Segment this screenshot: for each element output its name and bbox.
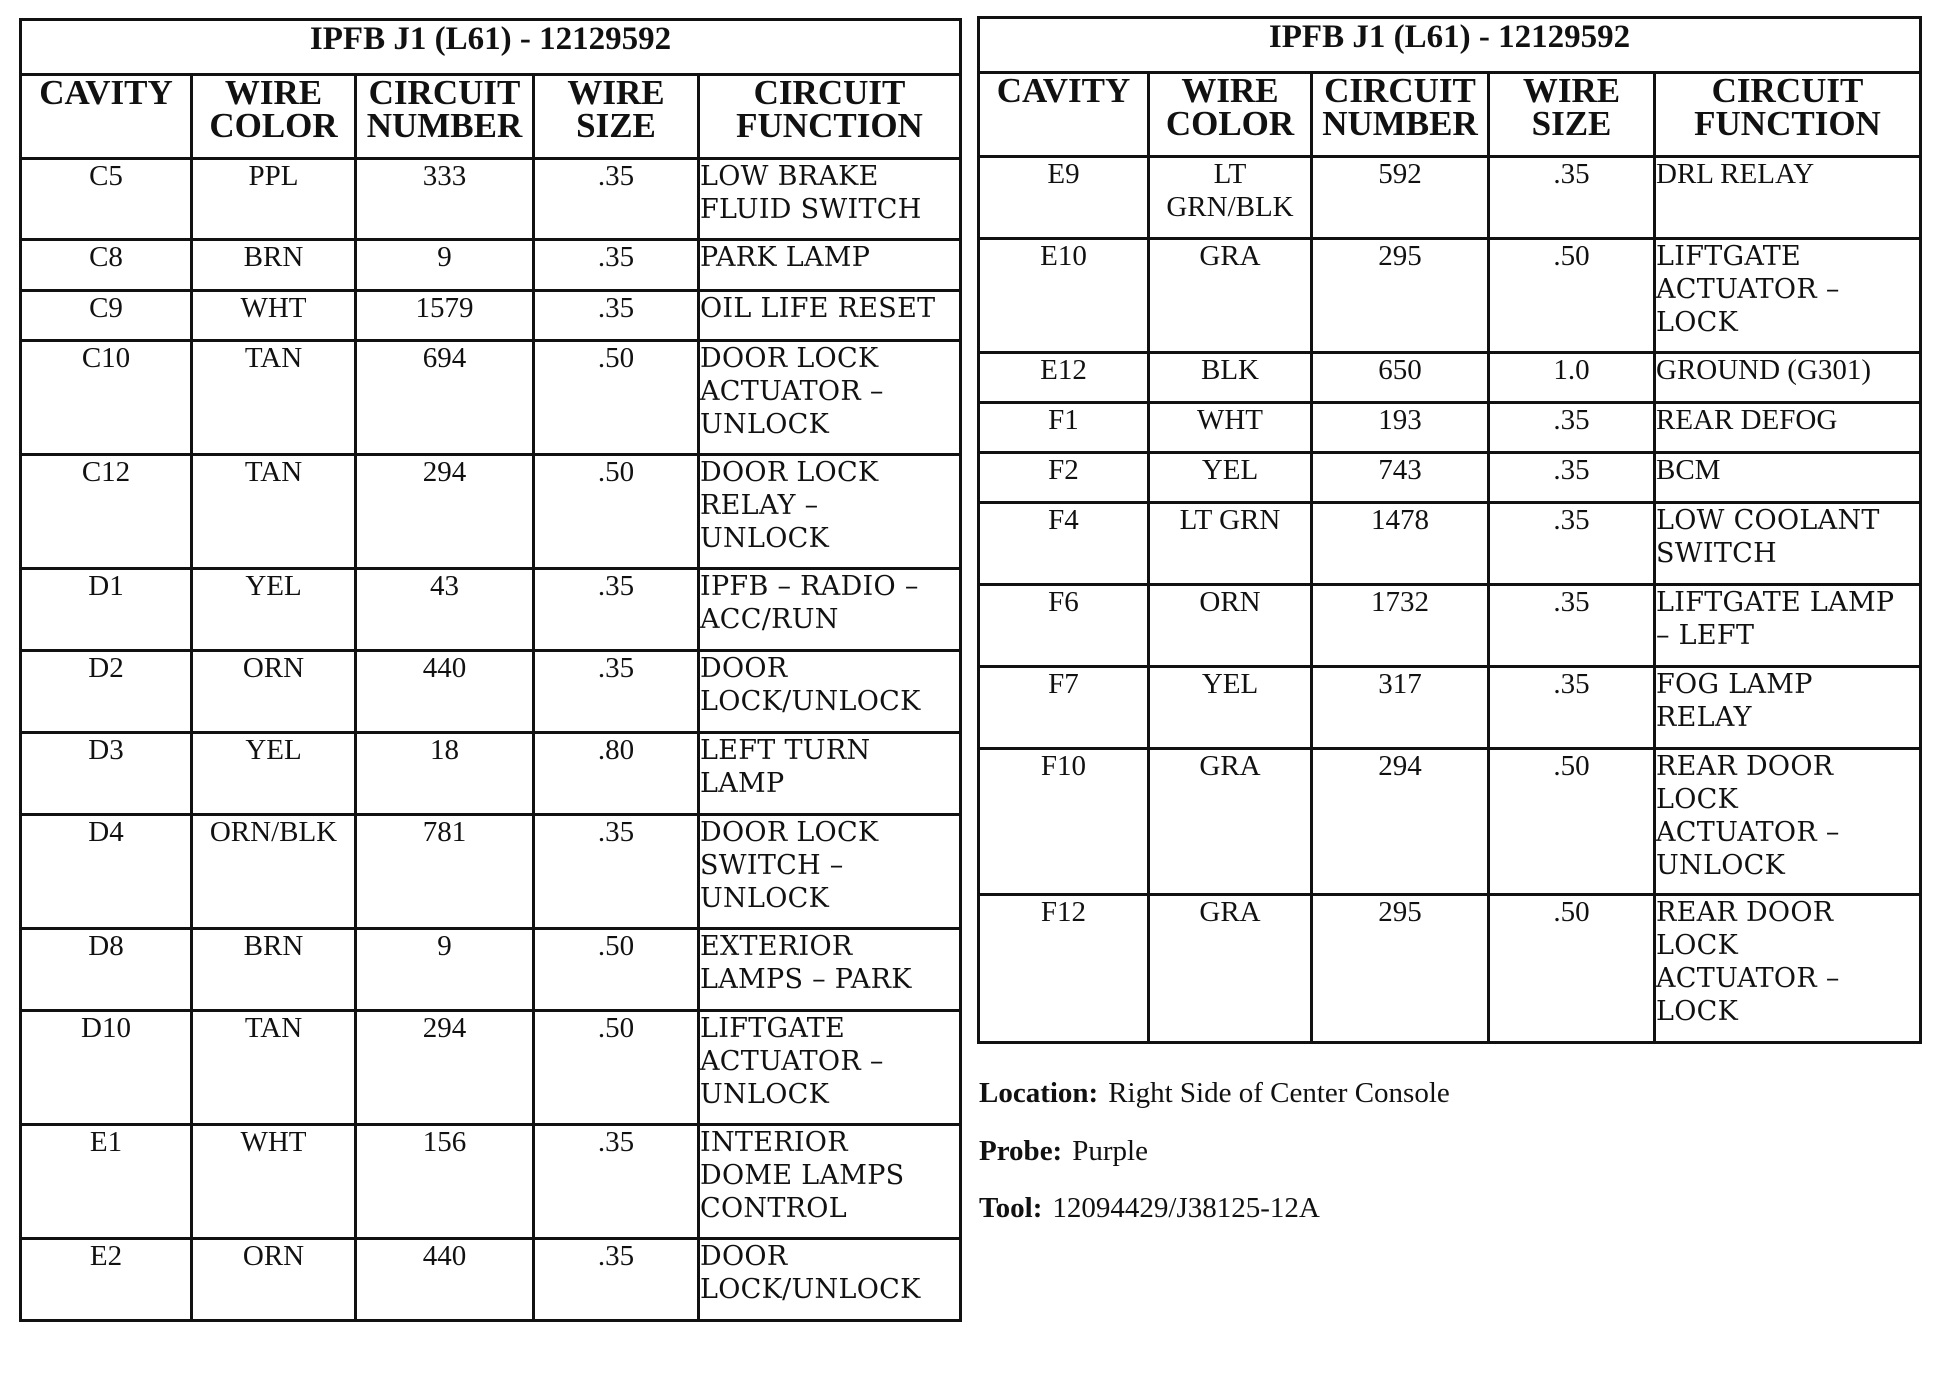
table-row xyxy=(979,239,1921,353)
cell-cavity: F1 xyxy=(979,403,1149,453)
cell-wire-size: .35 xyxy=(534,159,699,240)
cell-circuit-number: 440 xyxy=(356,651,534,733)
table-row xyxy=(979,585,1921,667)
cell-wire-color: YEL xyxy=(192,569,356,651)
table-row xyxy=(21,815,961,929)
table-row xyxy=(21,1125,961,1239)
probe-note xyxy=(979,1135,1148,1168)
cell-circuit-number: 9 xyxy=(356,929,534,1011)
cell-circuit-number: 440 xyxy=(356,1239,534,1321)
cell-circuit-function: IPFB – RADIO – ACC/RUN xyxy=(699,569,961,651)
table-row xyxy=(979,157,1921,239)
cell-cavity: E1 xyxy=(21,1125,192,1239)
location-label: Location: xyxy=(979,1077,1099,1109)
location-note xyxy=(979,1077,1450,1110)
cell-cavity: C10 xyxy=(21,341,192,455)
cell-circuit-function: FOG LAMP RELAY xyxy=(1655,667,1921,749)
cell-wire-size: 1.0 xyxy=(1489,353,1655,403)
cell-circuit-function: DRL RELAY xyxy=(1655,157,1921,239)
cell-wire-color: LT GRN/BLK xyxy=(1149,157,1312,239)
table-row xyxy=(979,353,1921,403)
tool-value: 12094429/J38125-12A xyxy=(1052,1192,1320,1224)
cell-circuit-function: PARK LAMP xyxy=(699,240,961,291)
header-wire-size: WIRE SIZE xyxy=(1489,73,1655,157)
cell-wire-color: LT GRN xyxy=(1149,503,1312,585)
cell-wire-size: .35 xyxy=(1489,403,1655,453)
cell-circuit-function: DOOR LOCK/UNLOCK xyxy=(699,1239,961,1321)
cell-wire-size: .35 xyxy=(1489,667,1655,749)
table-title: IPFB J1 (L61) - 12129592 xyxy=(979,18,1921,73)
cell-wire-color: ORN xyxy=(1149,585,1312,667)
cell-wire-size: .50 xyxy=(1489,895,1655,1043)
cell-circuit-function: LEFT TURN LAMP xyxy=(699,733,961,815)
table-row xyxy=(21,341,961,455)
table-row xyxy=(21,733,961,815)
cell-wire-color: YEL xyxy=(1149,453,1312,503)
cell-circuit-number: 694 xyxy=(356,341,534,455)
cell-cavity: C5 xyxy=(21,159,192,240)
cell-cavity: C12 xyxy=(21,455,192,569)
cell-wire-size: .80 xyxy=(534,733,699,815)
table-row xyxy=(21,291,961,341)
header-wire-size: WIRE SIZE xyxy=(534,75,699,159)
cell-wire-color: YEL xyxy=(1149,667,1312,749)
cell-cavity: D1 xyxy=(21,569,192,651)
table-row xyxy=(21,1239,961,1321)
cell-circuit-number: 1579 xyxy=(356,291,534,341)
table-body xyxy=(21,159,961,1321)
cell-circuit-number: 295 xyxy=(1312,895,1489,1043)
cell-wire-color: TAN xyxy=(192,1011,356,1125)
table-row xyxy=(979,667,1921,749)
cell-circuit-function: LOW BRAKE FLUID SWITCH xyxy=(699,159,961,240)
cell-wire-color: GRA xyxy=(1149,749,1312,895)
cell-circuit-number: 333 xyxy=(356,159,534,240)
cell-wire-color: TAN xyxy=(192,341,356,455)
cell-circuit-function: GROUND (G301) xyxy=(1655,353,1921,403)
cell-circuit-function: DOOR LOCK ACTUATOR – UNLOCK xyxy=(699,341,961,455)
cell-cavity: F10 xyxy=(979,749,1149,895)
cell-circuit-number: 781 xyxy=(356,815,534,929)
table-row xyxy=(979,403,1921,453)
probe-label: Probe: xyxy=(979,1135,1063,1167)
cell-wire-color: BRN xyxy=(192,929,356,1011)
table-row xyxy=(21,159,961,240)
header-cavity: CAVITY xyxy=(979,73,1149,157)
cell-circuit-number: 9 xyxy=(356,240,534,291)
cell-wire-size: .35 xyxy=(534,291,699,341)
cell-cavity: F7 xyxy=(979,667,1149,749)
cell-wire-size: .35 xyxy=(534,240,699,291)
cell-cavity: F4 xyxy=(979,503,1149,585)
cell-cavity: D4 xyxy=(21,815,192,929)
cell-cavity: D10 xyxy=(21,1011,192,1125)
cell-circuit-function: REAR DEFOG xyxy=(1655,403,1921,453)
connector-table-left xyxy=(19,18,962,1322)
header-wire-color: WIRE COLOR xyxy=(1149,73,1312,157)
cell-cavity: D3 xyxy=(21,733,192,815)
cell-circuit-number: 1478 xyxy=(1312,503,1489,585)
cell-circuit-function: LIFTGATE ACTUATOR – UNLOCK xyxy=(699,1011,961,1125)
cell-wire-size: .35 xyxy=(1489,157,1655,239)
cell-circuit-number: 156 xyxy=(356,1125,534,1239)
cell-wire-color: GRA xyxy=(1149,239,1312,353)
cell-wire-color: ORN xyxy=(192,651,356,733)
cell-wire-color: YEL xyxy=(192,733,356,815)
cell-cavity: D8 xyxy=(21,929,192,1011)
cell-wire-size: .35 xyxy=(534,1239,699,1321)
location-value: Right Side of Center Console xyxy=(1108,1077,1450,1109)
cell-cavity: E2 xyxy=(21,1239,192,1321)
cell-wire-size: .50 xyxy=(534,341,699,455)
cell-wire-size: .50 xyxy=(1489,239,1655,353)
cell-circuit-function: INTERIOR DOME LAMPS CONTROL xyxy=(699,1125,961,1239)
cell-wire-size: .35 xyxy=(534,1125,699,1239)
cell-cavity: D2 xyxy=(21,651,192,733)
cell-circuit-function: LIFTGATE LAMP – LEFT xyxy=(1655,585,1921,667)
cell-circuit-number: 294 xyxy=(356,455,534,569)
table-row xyxy=(21,240,961,291)
cell-circuit-number: 592 xyxy=(1312,157,1489,239)
cell-wire-color: WHT xyxy=(192,291,356,341)
cell-wire-color: PPL xyxy=(192,159,356,240)
cell-cavity: F12 xyxy=(979,895,1149,1043)
header-cavity: CAVITY xyxy=(21,75,192,159)
cell-circuit-number: 193 xyxy=(1312,403,1489,453)
cell-wire-color: BLK xyxy=(1149,353,1312,403)
cell-wire-color: TAN xyxy=(192,455,356,569)
table-title: IPFB J1 (L61) - 12129592 xyxy=(21,20,961,75)
cell-circuit-function: LOW COOLANT SWITCH xyxy=(1655,503,1921,585)
header-circuit-function: CIRCUIT FUNCTION xyxy=(699,75,961,159)
cell-circuit-number: 18 xyxy=(356,733,534,815)
cell-cavity: C9 xyxy=(21,291,192,341)
cell-wire-size: .35 xyxy=(534,569,699,651)
cell-wire-color: ORN/BLK xyxy=(192,815,356,929)
cell-cavity: E9 xyxy=(979,157,1149,239)
connector-table-right xyxy=(977,16,1922,1044)
cell-wire-color: ORN xyxy=(192,1239,356,1321)
table-row xyxy=(21,1011,961,1125)
header-circuit-number: CIRCUIT NUMBER xyxy=(1312,73,1489,157)
cell-circuit-number: 294 xyxy=(1312,749,1489,895)
header-circuit-function: CIRCUIT FUNCTION xyxy=(1655,73,1921,157)
cell-wire-color: WHT xyxy=(1149,403,1312,453)
cell-circuit-function: REAR DOOR LOCK ACTUATOR – LOCK xyxy=(1655,895,1921,1043)
cell-circuit-function: DOOR LOCK RELAY – UNLOCK xyxy=(699,455,961,569)
header-wire-color: WIRE COLOR xyxy=(192,75,356,159)
cell-wire-size: .50 xyxy=(534,929,699,1011)
header-circuit-number: CIRCUIT NUMBER xyxy=(356,75,534,159)
table-body xyxy=(979,157,1921,1043)
cell-circuit-function: LIFTGATE ACTUATOR – LOCK xyxy=(1655,239,1921,353)
cell-wire-size: .35 xyxy=(534,815,699,929)
cell-circuit-function: REAR DOOR LOCK ACTUATOR – UNLOCK xyxy=(1655,749,1921,895)
table-row xyxy=(21,455,961,569)
table-row xyxy=(979,895,1921,1043)
probe-value: Purple xyxy=(1072,1135,1148,1167)
cell-wire-size: .35 xyxy=(1489,503,1655,585)
tool-label: Tool: xyxy=(979,1192,1043,1224)
cell-circuit-number: 650 xyxy=(1312,353,1489,403)
cell-wire-size: .50 xyxy=(534,1011,699,1125)
cell-circuit-number: 743 xyxy=(1312,453,1489,503)
cell-wire-color: WHT xyxy=(192,1125,356,1239)
cell-wire-size: .50 xyxy=(534,455,699,569)
tool-note xyxy=(979,1192,1320,1225)
table-row xyxy=(21,929,961,1011)
cell-wire-color: GRA xyxy=(1149,895,1312,1043)
table-row xyxy=(979,453,1921,503)
cell-cavity: F2 xyxy=(979,453,1149,503)
cell-circuit-function: OIL LIFE RESET xyxy=(699,291,961,341)
table-row xyxy=(21,569,961,651)
cell-cavity: C8 xyxy=(21,240,192,291)
cell-wire-color: BRN xyxy=(192,240,356,291)
cell-circuit-function: DOOR LOCK SWITCH – UNLOCK xyxy=(699,815,961,929)
cell-circuit-number: 294 xyxy=(356,1011,534,1125)
cell-cavity: E10 xyxy=(979,239,1149,353)
cell-wire-size: .35 xyxy=(534,651,699,733)
cell-wire-size: .35 xyxy=(1489,585,1655,667)
cell-circuit-function: BCM xyxy=(1655,453,1921,503)
table-row xyxy=(979,749,1921,895)
cell-circuit-number: 43 xyxy=(356,569,534,651)
table-row xyxy=(979,503,1921,585)
cell-circuit-function: DOOR LOCK/UNLOCK xyxy=(699,651,961,733)
cell-wire-size: .35 xyxy=(1489,453,1655,503)
cell-circuit-function: EXTERIOR LAMPS – PARK xyxy=(699,929,961,1011)
table-row xyxy=(21,651,961,733)
cell-circuit-number: 317 xyxy=(1312,667,1489,749)
cell-wire-size: .50 xyxy=(1489,749,1655,895)
cell-circuit-number: 295 xyxy=(1312,239,1489,353)
cell-cavity: F6 xyxy=(979,585,1149,667)
cell-circuit-number: 1732 xyxy=(1312,585,1489,667)
cell-cavity: E12 xyxy=(979,353,1149,403)
